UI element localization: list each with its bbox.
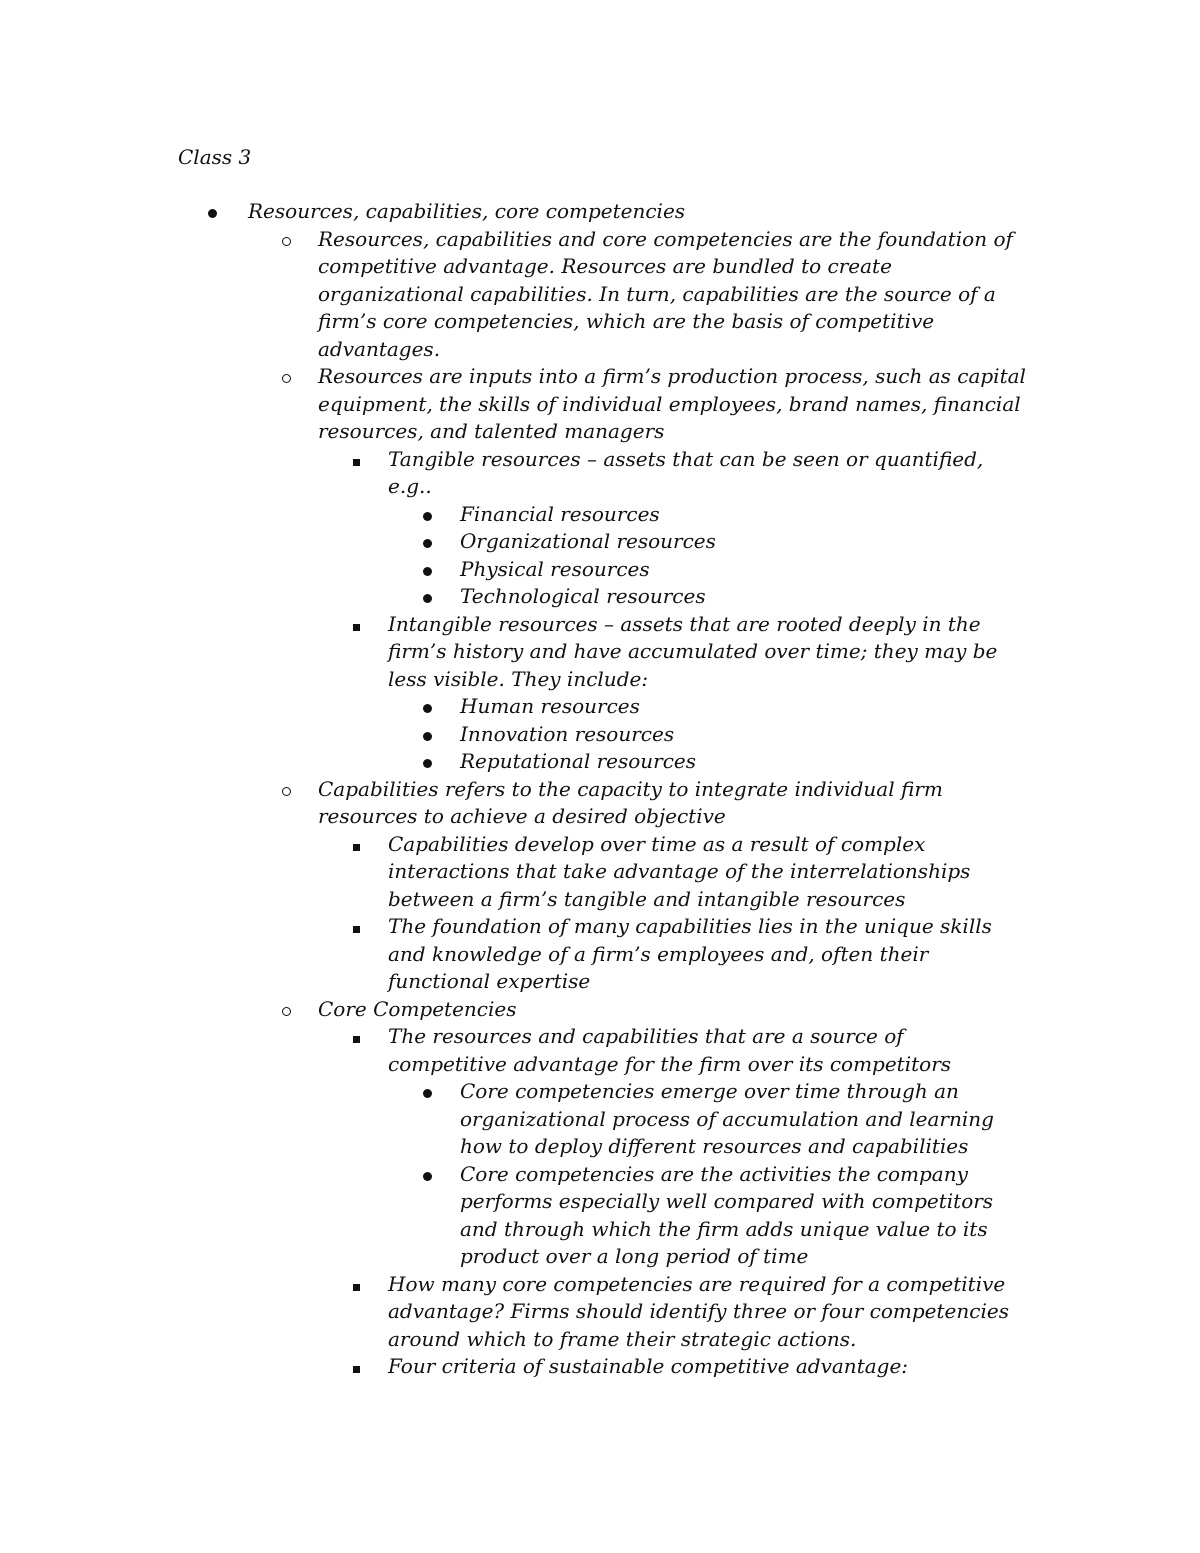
bullet-disc-icon <box>208 198 217 226</box>
bullet-disc-icon <box>423 556 432 584</box>
bullet-circle-icon <box>282 363 291 391</box>
list-item-text: Resources are inputs into a firm’s production process, such as capital equipment, the skills of individual employees, brand names, financial resources, and talented managers <box>318 364 1026 443</box>
list-item <box>0 996 1028 1024</box>
list-item-text: Physical resources <box>460 556 650 581</box>
list-item-text: Resources, capabilities and core competencies are the foundation of competitive advantage. Resources are bundled to create organizational capabilities. In turn, capabilities are the source of a firm’s core competencies, which are the basis of competitive advantages. <box>318 226 1013 361</box>
list-item-text: Core competencies emerge over time through an organizational process of accumulation and learning how to deploy different resources and capabilities <box>460 1079 994 1158</box>
list-item <box>0 501 1030 529</box>
bullet-circle-icon <box>282 226 291 254</box>
list-item <box>0 831 1028 914</box>
list-item-text: Organizational resources <box>460 529 716 553</box>
list-item <box>0 1353 1028 1381</box>
list-item <box>0 1078 1030 1161</box>
list-item-text: Intangible resources – assets that are rooted deeply in the firm’s history and have accumulated over time; they may be less visible. They include: <box>388 611 998 691</box>
list-item <box>0 528 1030 556</box>
list-item <box>0 913 1028 996</box>
bullet-disc-icon <box>423 693 432 721</box>
list-item-text: Core Competencies <box>318 996 517 1021</box>
list-item <box>0 776 1028 831</box>
bullet-square-icon <box>353 611 360 639</box>
page-title: Class 3 <box>178 145 252 169</box>
bullet-disc-icon <box>423 1078 432 1106</box>
list-item-text: Tangible resources – assets that can be seen or quantified, e.g.. <box>388 446 984 498</box>
bullet-square-icon <box>353 1023 360 1051</box>
list-item <box>0 1271 1028 1354</box>
bullet-disc-icon <box>423 748 432 776</box>
bullet-square-icon <box>353 1271 360 1299</box>
list-item <box>0 446 1028 501</box>
bullet-disc-icon <box>423 1161 432 1189</box>
list-item <box>0 1023 1028 1078</box>
list-item-text: Technological resources <box>460 584 706 608</box>
list-item-text: Innovation resources <box>460 721 675 746</box>
list-item-text: How many core competencies are required for a competitive advantage? Firms should identify three or four competencies around which to frame their strategic actions. <box>388 1271 1009 1351</box>
list-item-text: Resources, capabilities, core competencies <box>248 199 686 223</box>
bullet-circle-icon <box>282 776 291 804</box>
list-item <box>0 583 1030 611</box>
list-item-text: Human resources <box>460 694 640 718</box>
bullet-circle-icon <box>282 996 291 1024</box>
bullet-disc-icon <box>423 501 432 529</box>
list-item <box>0 721 1030 749</box>
bullet-square-icon <box>353 1353 360 1381</box>
bullet-disc-icon <box>423 583 432 611</box>
list-item <box>0 611 1028 694</box>
list-item <box>0 748 1030 776</box>
outline-list <box>0 198 1200 1381</box>
list-item <box>0 556 1030 584</box>
bullet-square-icon <box>353 913 360 941</box>
list-item <box>0 693 1030 721</box>
bullet-square-icon <box>353 446 360 474</box>
list-item-text: Capabilities develop over time as a result of complex interactions that take advantage of the interrelationships between a firm’s tangible and intangible resources <box>388 831 971 911</box>
list-item-text: Reputational resources <box>460 749 697 773</box>
list-item <box>0 363 1028 446</box>
bullet-disc-icon <box>423 721 432 749</box>
bullet-square-icon <box>353 831 360 859</box>
list-item <box>0 198 1200 226</box>
list-item-text: Capabilities refers to the capacity to integrate individual firm resources to achieve a desired objective <box>318 776 943 828</box>
list-item <box>0 226 1028 364</box>
list-item-text: The resources and capabilities that are a source of competitive advantage for the firm over its competitors <box>388 1024 952 1076</box>
list-item <box>0 1161 1030 1271</box>
list-item-text: Financial resources <box>460 501 660 526</box>
bullet-disc-icon <box>423 528 432 556</box>
list-item-text: Four criteria of sustainable competitive advantage: <box>388 1354 909 1378</box>
list-item-text: Core competencies are the activities the company performs especially well compared with competitors and through which the firm adds unique value to its product over a long period of time <box>460 1161 994 1268</box>
list-item-text: The foundation of many capabilities lies in the unique skills and knowledge of a firm’s employees and, often their functional expertise <box>388 914 992 993</box>
